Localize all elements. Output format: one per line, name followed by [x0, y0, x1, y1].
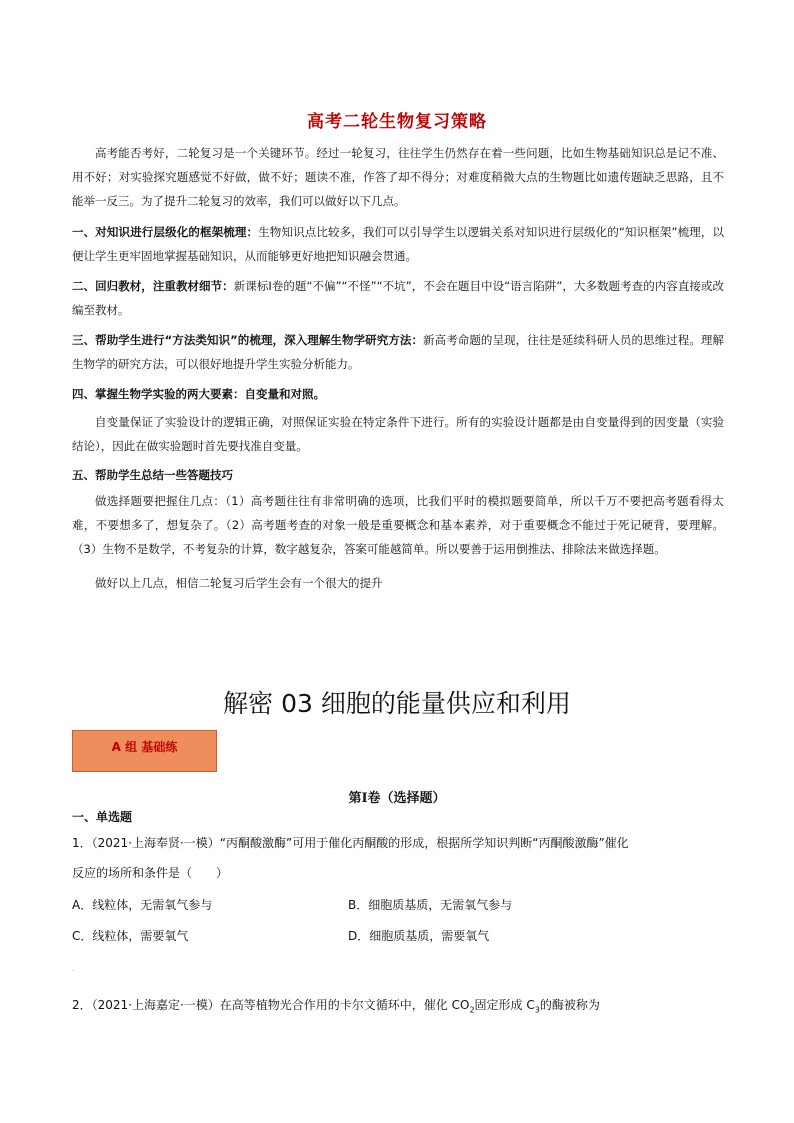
question-1-stem-line-1: 1．（2021·上海奉贤·一模）“丙酮酸激酶”可用于催化丙酮酸的形成，根据所学知识判断“丙酮酸激酶”催化 [72, 836, 629, 850]
point-2 [72, 274, 724, 322]
chapter-title: 解密 03 细胞的能量供应和利用 [223, 689, 571, 718]
closing-line: 做好以上几点，相信二轮复习后学生会有一个很大的提升 [95, 576, 383, 590]
question-2-stem-a: 2．（2021·上海嘉定·一模）在高等植物光合作用的卡尔文循环中，催化 CO [72, 998, 470, 1012]
point-1 [72, 220, 724, 268]
question-2-stem-b: 固定形成 C [474, 998, 535, 1012]
point-3-text: 新高考命题的呈现，往往是延续科研人员的思维过程。理解生物学的研究方法，可以很好地提升学生实验分析能力。 [72, 333, 724, 371]
point-1-text: 生物知识点比较多，我们可以引导学生以逻辑关系对知识进行层级化的“知识框架”梳理，以便让学生更牢固地掌握基础知识，从而能够更好地把知识融会贯通。 [72, 225, 724, 263]
strategy-title: 高考二轮生物复习策略 [307, 112, 487, 132]
question-2-sub-b: 3 [534, 1005, 540, 1015]
intro-paragraph: 高考能否考好，二轮复习是一个关键环节。经过一轮复习，往往学生仍然存在着一些问题，比如生物基础知识总是记不准、用不好；对实验探究题感觉不好做，做不好；题读不准，作答了却不得分；对难度稍微大点的生物题比如遗传题缺乏思路，且不能举一反三。为了提升二轮复习的效率，我们可以做好以下几点。 [72, 146, 724, 208]
group-label: A 组 基础练 [111, 740, 178, 754]
point-3-heading: 三、帮助学生进行“方法类知识”的梳理，深入理解生物学研究方法： [72, 333, 424, 347]
volume-title: 第Ⅰ卷（选择题） [348, 791, 446, 806]
stray-mark: · [72, 966, 75, 975]
point-4-heading: 四、掌握生物学实验的两大要素：自变量和对照。 [72, 387, 325, 401]
question-1-option-a: A．线粒体，无需氧气参与 [72, 898, 213, 912]
question-2-stem [72, 990, 732, 1025]
question-1-stem-line-2: 反应的场所和条件是（ ） [72, 866, 229, 880]
question-1-option-b: B．细胞质基质，无需氧气参与 [348, 898, 513, 912]
question-2-sub-a: 2 [469, 1005, 475, 1015]
point-3 [72, 328, 724, 376]
point-1-heading: 一、对知识进行层级化的框架梳理： [72, 225, 259, 239]
point-5-text: 做选择题要把握住几点：（1）高考题往往有非常明确的选项，比我们平时的模拟题要简单，所以千万不要把高考题看得太难，不要想多了，想复杂了。（2）高考题考查的对象一般是重要概念和基本素养，对于重要概念不能过于死记硬背，要理解。（3）生物不是数学，不考复杂的计算，数字越复杂，答案可能越简单。所以要善于运用倒推法、排除法来做选择题。 [72, 494, 724, 556]
section-label: 一、单选题 [72, 810, 133, 824]
point-5-heading: 五、帮助学生总结一些答题技巧 [72, 468, 233, 482]
question-2-stem-c: 的酶被称为 [539, 998, 600, 1012]
question-1-option-d: D．细胞质基质，需要氧气 [348, 929, 490, 943]
point-4-text: 自变量保证了实验设计的逻辑正确，对照保证实验在特定条件下进行。所有的实验设计题都是由自变量得到的因变量（实验结论），因此在做实验题时首先要找准自变量。 [72, 415, 724, 453]
group-badge [72, 730, 217, 772]
question-1-option-c: C．线粒体，需要氧气 [72, 929, 189, 943]
point-2-heading: 二、回归教材，注重教材细节： [72, 279, 234, 293]
point-2-text: 新课标Ⅰ卷的题“不偏”“不怪”“不坑”，不会在题目中设“语言陷阱”，大多数题考查的内容直接或改编至教材。 [72, 279, 724, 317]
